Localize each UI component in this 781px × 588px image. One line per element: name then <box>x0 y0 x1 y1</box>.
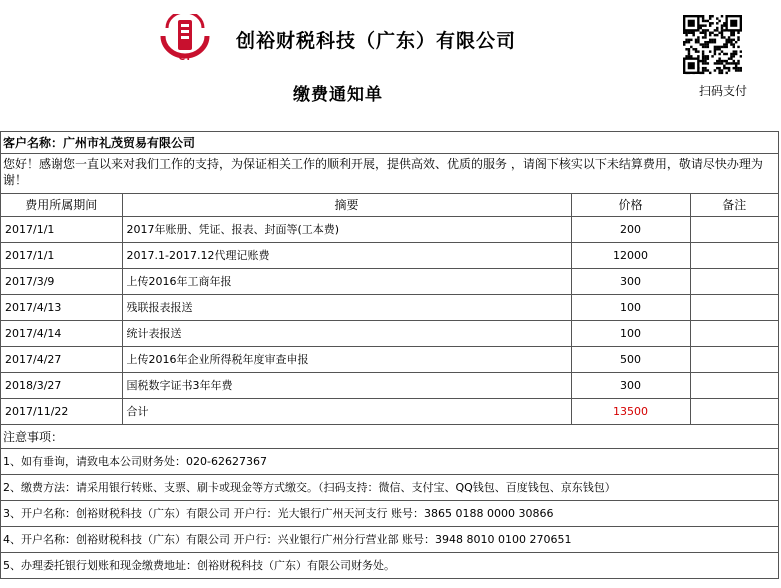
table-row <box>1 294 778 320</box>
period-cell: 2018/3/27 <box>1 372 122 398</box>
note-cell <box>690 372 778 398</box>
note-item: 5、办理委托银行划账和现金缴费地址：创裕财税科技（广东）有限公司财务处。 <box>1 553 778 579</box>
company-name: 创裕财税科技（广东）有限公司 <box>236 30 517 52</box>
period-cell: 2017/4/13 <box>1 294 122 320</box>
note-item: 4、开户名称：创裕财税科技（广东）有限公司 开户行：兴业银行广州分行营业部 账号：3948 8010 0100 270651 <box>1 527 778 553</box>
note-cell <box>690 242 778 268</box>
note-cell <box>690 346 778 372</box>
payment-notice-sheet <box>0 131 779 579</box>
table-row <box>1 398 778 424</box>
company-logo <box>157 14 213 62</box>
greeting-text: 您好！感谢您一直以来对我们工作的支持，为保证相关工作的顺利开展，提供高效、优质的服务 ，请阁下核实以下未结算费用，敬请尽快办理为谢！ <box>1 154 778 194</box>
price-cell: 100 <box>571 320 690 346</box>
header-note: 备注 <box>690 194 778 216</box>
svg-text:CY: CY <box>178 53 192 62</box>
fee-table <box>1 194 778 425</box>
customer-name: 广州市礼茂贸易有限公司 <box>63 136 196 150</box>
table-row <box>1 268 778 294</box>
summary-cell: 2017年账册、凭证、报表、封面等(工本费) <box>122 216 571 242</box>
note-item: 2、缴费方法：请采用银行转账、支票、刷卡或现金等方式缴交。（扫码支持：微信、支付宝、QQ钱包、百度钱包、京东钱包） <box>1 475 778 501</box>
period-cell: 2017/3/9 <box>1 268 122 294</box>
price-cell: 100 <box>571 294 690 320</box>
summary-cell: 上传2016年企业所得税年度审查申报 <box>122 346 571 372</box>
table-row <box>1 346 778 372</box>
period-cell: 2017/11/22 <box>1 398 122 424</box>
note-item: 1、如有垂询，请致电本公司财务处：020-62627367 <box>1 449 778 475</box>
table-row <box>1 242 778 268</box>
table-header-row <box>1 194 778 216</box>
table-row <box>1 320 778 346</box>
qr-code-icon[interactable] <box>683 13 742 77</box>
period-cell: 2017/1/1 <box>1 216 122 242</box>
header-period: 费用所属期间 <box>1 194 122 216</box>
period-cell: 2017/4/27 <box>1 346 122 372</box>
period-cell: 2017/1/1 <box>1 242 122 268</box>
note-cell <box>690 320 778 346</box>
note-cell <box>690 268 778 294</box>
price-cell: 13500 <box>571 398 690 424</box>
customer-row <box>1 132 778 154</box>
summary-cell: 统计表报送 <box>122 320 571 346</box>
document-title: 缴费通知单 <box>293 85 383 105</box>
table-row <box>1 216 778 242</box>
header-price: 价格 <box>571 194 690 216</box>
period-cell: 2017/4/14 <box>1 320 122 346</box>
logo-emblem-icon <box>157 14 213 62</box>
note-cell <box>690 294 778 320</box>
qr-label: 扫码支付 <box>699 84 748 98</box>
price-cell: 500 <box>571 346 690 372</box>
summary-cell: 残联报表报送 <box>122 294 571 320</box>
note-item: 3、开户名称：创裕财税科技（广东）有限公司 开户行：光大银行广州天河支行 账号：3865 0188 0000 30866 <box>1 501 778 527</box>
price-cell: 12000 <box>571 242 690 268</box>
note-cell <box>690 398 778 424</box>
price-cell: 300 <box>571 268 690 294</box>
note-cell <box>690 216 778 242</box>
price-cell: 200 <box>571 216 690 242</box>
notes-title: 注意事项： <box>1 425 778 449</box>
table-row <box>1 372 778 398</box>
header-summary: 摘要 <box>122 194 571 216</box>
summary-cell: 国税数字证书3年年费 <box>122 372 571 398</box>
price-cell: 300 <box>571 372 690 398</box>
summary-cell: 2017.1-2017.12代理记账费 <box>122 242 571 268</box>
customer-label: 客户名称： <box>3 136 64 150</box>
summary-cell: 合计 <box>122 398 571 424</box>
summary-cell: 上传2016年工商年报 <box>122 268 571 294</box>
